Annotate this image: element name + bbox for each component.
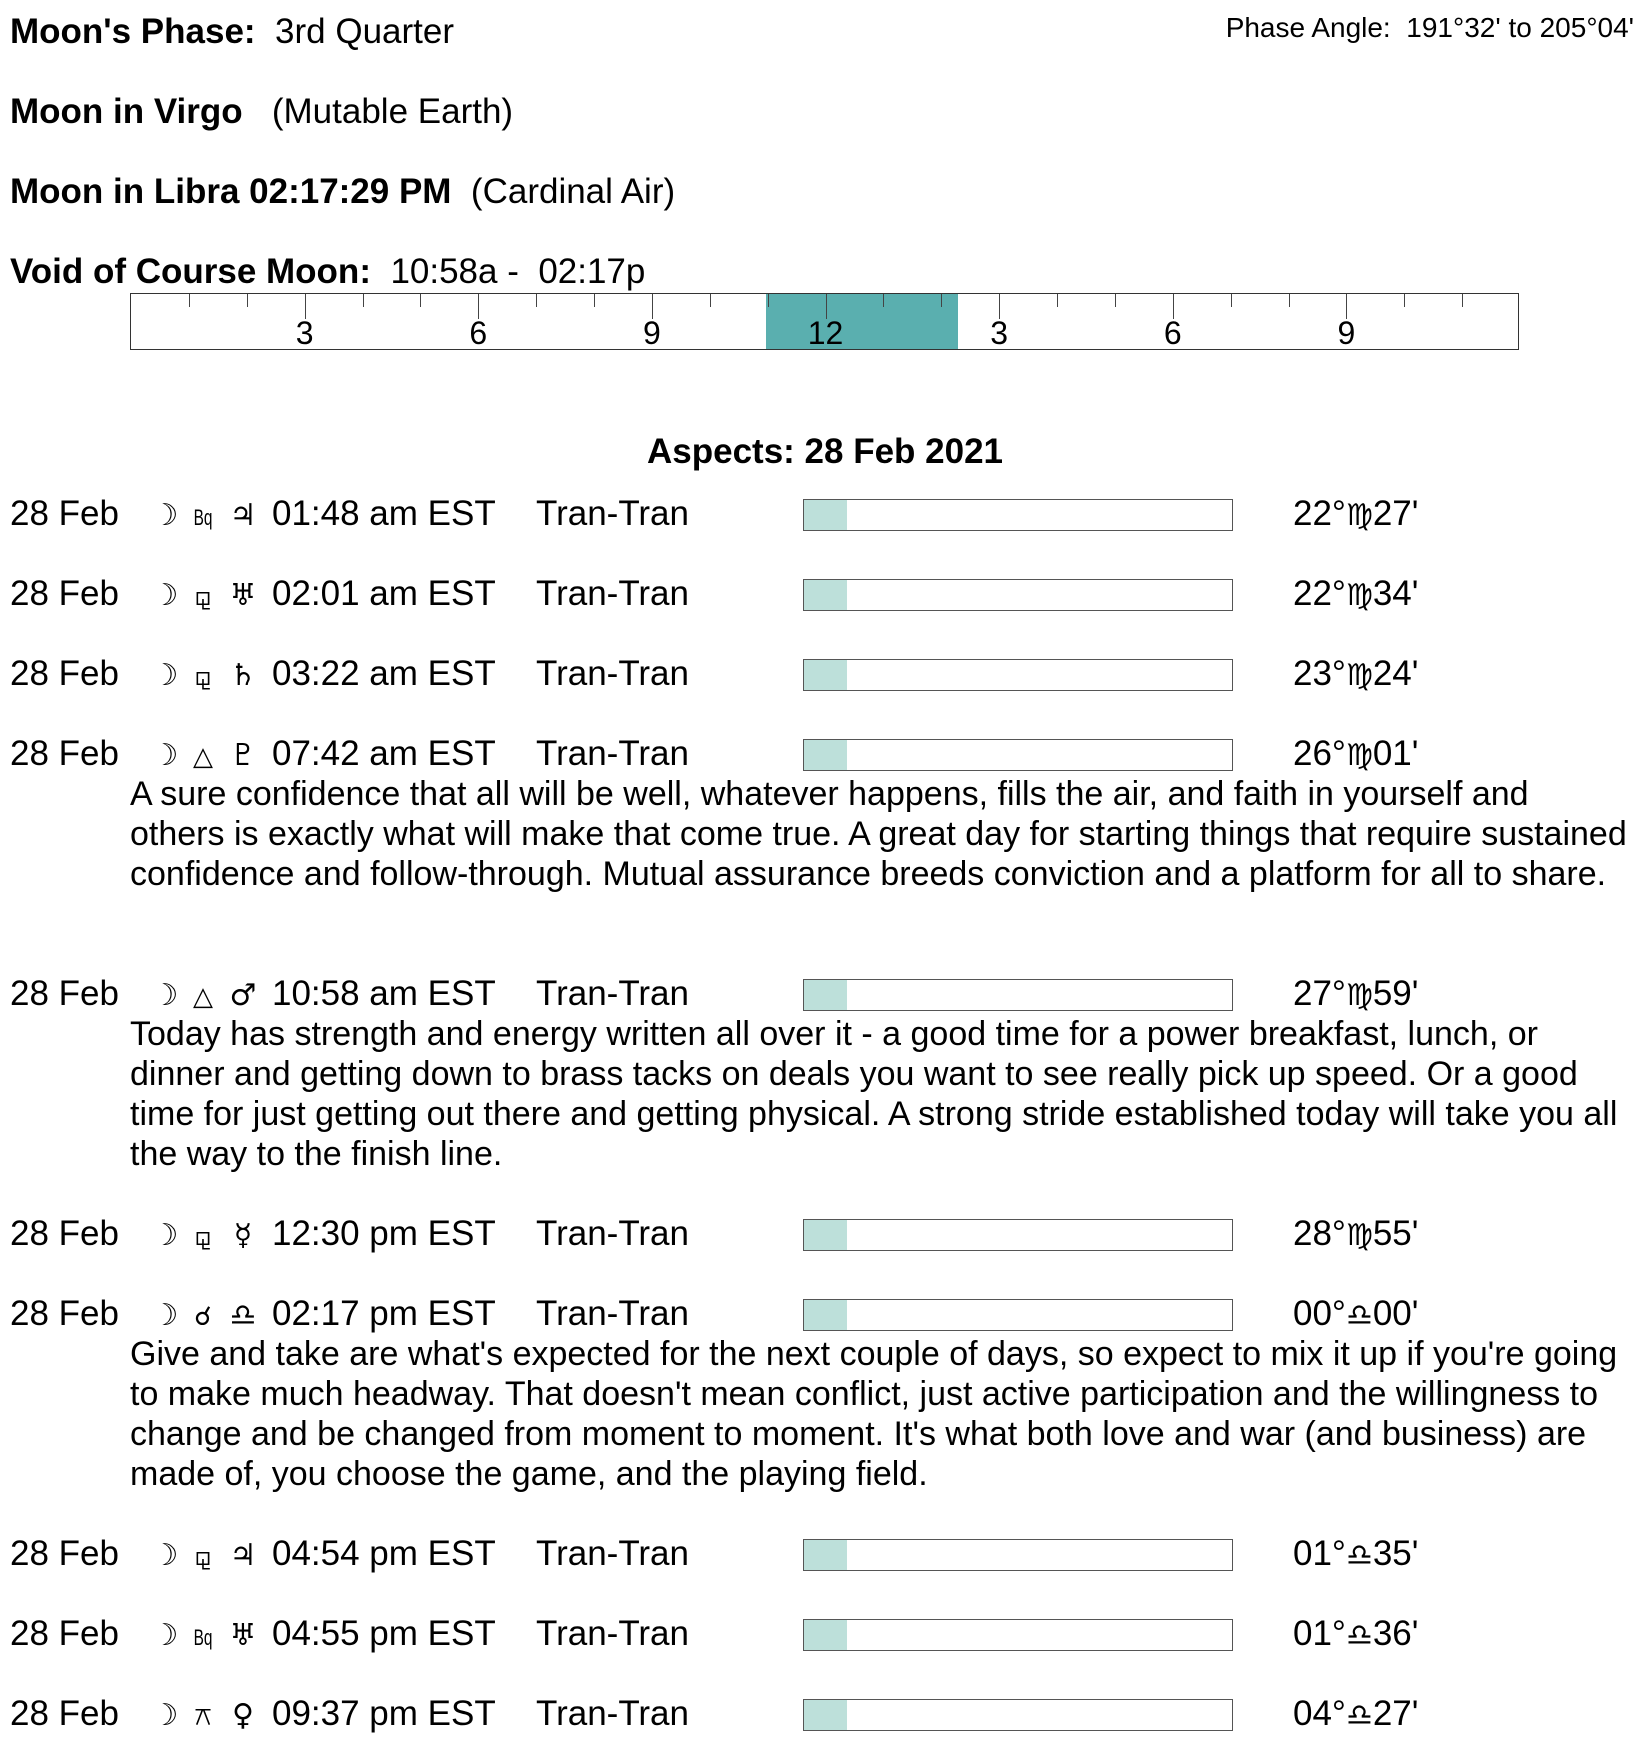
aspect-time: 03:22 am EST [272, 654, 496, 693]
aspect-description: A sure confidence that all will be well, whatever happens, fills the air, and faith in yourself and others is exactly what will make that come true. A great day for starting things that require sustained confidence and follow-through. Mutual assurance breeds conviction and a platform for all to share. [130, 775, 1627, 893]
aspect-date: 28 Feb [10, 494, 119, 533]
aspect-degree: 01° [1293, 1534, 1346, 1573]
timeline-tick [883, 294, 884, 307]
aspect-glyphs [147, 654, 263, 697]
void-of-course-timeline [130, 293, 1519, 350]
aspect-kind: Tran-Tran [536, 734, 689, 773]
zodiac-sign-icon: ♎ [1345, 1538, 1373, 1573]
timeline-tick [536, 294, 537, 307]
moon-icon: ☽ [151, 578, 179, 613]
moon-icon: ☽ [151, 1698, 179, 1733]
aspect-strength-bar [803, 579, 1233, 611]
aspect-time: 02:01 am EST [272, 574, 496, 613]
aspect-date: 28 Feb [10, 654, 119, 693]
conjunction-icon: ☌ [194, 1302, 212, 1332]
aspect-time: 04:54 pm EST [272, 1534, 496, 1573]
aspect-kind: Tran-Tran [536, 1294, 689, 1333]
aspect-degree: 28° [1293, 1214, 1346, 1253]
sesquiquadrate-icon: ⚼ [194, 1542, 212, 1572]
aspect-position [1293, 1694, 1418, 1736]
zodiac-sign-icon: ♍ [1345, 658, 1373, 693]
aspect-position [1293, 574, 1418, 616]
moon-icon: ☽ [151, 658, 179, 693]
aspect-glyphs [147, 1614, 263, 1658]
saturn-icon: ♄ [229, 658, 257, 693]
aspect-minutes: 27' [1372, 494, 1419, 533]
aspect-minutes: 55' [1372, 1214, 1419, 1253]
aspect-strength-fill [804, 500, 847, 530]
aspect-position [1293, 1214, 1418, 1256]
timeline-tick [1289, 294, 1290, 307]
aspect-position [1293, 1294, 1418, 1336]
moon-sign-quality: (Mutable Earth) [271, 92, 514, 131]
aspect-glyphs [147, 1694, 263, 1737]
timeline-tick [768, 294, 769, 307]
aspect-degree: 26° [1293, 734, 1346, 773]
aspect-degree: 01° [1293, 1614, 1346, 1653]
aspect-time: 10:58 am EST [272, 974, 496, 1013]
timeline-tick [1231, 294, 1232, 307]
aspect-degree: 22° [1293, 494, 1346, 533]
libra-icon: ♎ [229, 1298, 257, 1333]
aspect-position [1293, 734, 1418, 776]
moon-ingress-line [10, 172, 675, 212]
aspect-degree: 23° [1293, 654, 1346, 693]
zodiac-sign-icon: ♍ [1345, 1218, 1373, 1253]
aspect-strength-fill [804, 1620, 847, 1650]
aspect-glyphs [147, 494, 263, 538]
timeline-tick [363, 294, 364, 307]
moon-icon: ☽ [151, 738, 179, 773]
aspect-kind: Tran-Tran [536, 1614, 689, 1653]
aspect-time: 01:48 am EST [272, 494, 496, 533]
aspect-kind: Tran-Tran [536, 574, 689, 613]
aspect-degree: 00° [1293, 1294, 1346, 1333]
aspect-kind: Tran-Tran [536, 974, 689, 1013]
aspect-strength-bar [803, 1299, 1233, 1331]
pluto-icon: ♇ [229, 738, 257, 773]
timeline-tick [1462, 294, 1463, 307]
aspect-kind: Tran-Tran [536, 1694, 689, 1733]
aspect-strength-fill [804, 980, 847, 1010]
aspect-position [1293, 494, 1418, 536]
timeline-tick [941, 294, 942, 307]
aspect-strength-fill [804, 660, 847, 690]
aspect-strength-fill [804, 1540, 847, 1570]
zodiac-sign-icon: ♍ [1345, 738, 1373, 773]
timeline-hour-label: 6 [1163, 315, 1182, 351]
aspect-strength-fill [804, 740, 847, 770]
aspect-strength-bar [803, 1699, 1233, 1731]
aspect-strength-bar [803, 1619, 1233, 1651]
aspect-time: 04:55 pm EST [272, 1614, 496, 1653]
aspect-strength-bar [803, 499, 1233, 531]
aspect-minutes: 35' [1372, 1534, 1419, 1573]
moon-sign-line [10, 92, 513, 132]
moon-phase-value: 3rd Quarter [275, 12, 455, 51]
timeline-hour-label: 6 [469, 315, 488, 351]
aspect-glyphs [147, 1214, 263, 1257]
aspect-date: 28 Feb [10, 1214, 119, 1253]
aspect-description: Today has strength and energy written all over it - a good time for a power breakfast, lunch, or dinner and getting down to brass tacks on deals you want to see really pick up speed. Or a good time for just getting out there and getting physical. A strong stride established today will take you all the way to the finish line. [130, 1015, 1618, 1173]
moon-icon: ☽ [151, 1618, 179, 1653]
moon-phase-label: Moon's Phase: [10, 12, 256, 51]
zodiac-sign-icon: ♍ [1345, 978, 1373, 1013]
aspect-strength-fill [804, 1220, 847, 1250]
aspect-minutes: 59' [1372, 974, 1419, 1013]
aspect-minutes: 24' [1372, 654, 1419, 693]
aspect-date: 28 Feb [10, 1614, 119, 1653]
timeline-hour-label: 9 [1337, 315, 1356, 351]
aspects-title: Aspects: 28 Feb 2021 [646, 432, 1003, 471]
timeline-hour-label: 3 [295, 315, 314, 351]
biquintile-icon: Bq [193, 1625, 213, 1650]
timeline-hour-label: 9 [642, 315, 661, 351]
zodiac-sign-icon: ♍ [1345, 498, 1373, 533]
timeline-tick [1057, 294, 1058, 307]
aspect-kind: Tran-Tran [536, 1534, 689, 1573]
aspect-date: 28 Feb [10, 574, 119, 613]
moon-icon: ☽ [151, 1218, 179, 1253]
sesquiquadrate-icon: ⚼ [194, 582, 212, 612]
moon-icon: ☽ [151, 1298, 179, 1333]
aspect-minutes: 01' [1372, 734, 1419, 773]
aspect-minutes: 36' [1372, 1614, 1419, 1653]
void-of-course-line [10, 252, 645, 292]
aspect-strength-bar [803, 739, 1233, 771]
aspect-strength-fill [804, 580, 847, 610]
zodiac-sign-icon: ♎ [1345, 1618, 1373, 1653]
aspect-strength-bar [803, 659, 1233, 691]
trine-icon: △ [193, 742, 213, 772]
aspect-glyphs [147, 1294, 263, 1337]
aspect-strength-bar [803, 979, 1233, 1011]
timeline-tick [710, 294, 711, 307]
aspect-date: 28 Feb [10, 734, 119, 773]
aspect-glyphs [147, 734, 263, 777]
aspect-position [1293, 1534, 1418, 1576]
timeline-tick [1404, 294, 1405, 307]
aspect-degree: 27° [1293, 974, 1346, 1013]
biquintile-icon: Bq [193, 505, 213, 530]
aspect-position [1293, 1614, 1418, 1656]
zodiac-sign-icon: ♎ [1345, 1298, 1373, 1333]
moon-sign-label: Moon in Virgo [10, 92, 243, 131]
phase-angle [1226, 10, 1634, 46]
void-of-course-value: 10:58a - 02:17p [390, 252, 646, 291]
aspect-glyphs [147, 1534, 263, 1577]
aspect-strength-bar [803, 1539, 1233, 1571]
aspect-time: 12:30 pm EST [272, 1214, 496, 1253]
moon-ingress-label: Moon in Libra 02:17:29 PM [10, 172, 452, 211]
uranus-icon: ♅ [229, 1618, 257, 1653]
zodiac-sign-icon: ♍ [1345, 578, 1373, 613]
sesquiquadrate-icon: ⚼ [194, 662, 212, 692]
aspect-strength-fill [804, 1300, 847, 1330]
quincunx-icon: ⚻ [194, 1702, 212, 1732]
aspect-minutes: 00' [1372, 1294, 1419, 1333]
trine-icon: △ [193, 982, 213, 1012]
uranus-icon: ♅ [229, 578, 257, 613]
sesquiquadrate-icon: ⚼ [194, 1222, 212, 1252]
mars-icon: ♂ [229, 978, 257, 1013]
aspect-strength-fill [804, 1700, 847, 1730]
aspect-glyphs [147, 574, 263, 617]
aspect-position [1293, 974, 1418, 1016]
aspect-degree: 04° [1293, 1694, 1346, 1733]
aspect-kind: Tran-Tran [536, 1214, 689, 1253]
aspect-degree: 22° [1293, 574, 1346, 613]
timeline-tick [594, 294, 595, 307]
moon-icon: ☽ [151, 1538, 179, 1573]
aspect-time: 02:17 pm EST [272, 1294, 496, 1333]
zodiac-sign-icon: ♎ [1345, 1698, 1373, 1733]
timeline-tick [247, 294, 248, 307]
aspect-position [1293, 654, 1418, 696]
aspect-date: 28 Feb [10, 974, 119, 1013]
aspect-minutes: 34' [1372, 574, 1419, 613]
aspect-minutes: 27' [1372, 1694, 1419, 1733]
mercury-icon: ☿ [233, 1218, 253, 1253]
aspect-kind: Tran-Tran [536, 494, 689, 533]
jupiter-icon: ♃ [229, 498, 257, 533]
aspect-time: 07:42 am EST [272, 734, 496, 773]
timeline-tick [420, 294, 421, 307]
moon-ingress-quality: (Cardinal Air) [470, 172, 676, 211]
phase-angle-label: Phase Angle: [1225, 12, 1391, 43]
aspect-strength-bar [803, 1219, 1233, 1251]
aspect-description: Give and take are what's expected for the next couple of days, so expect to mix it up if you're going to make much headway. That doesn't mean conflict, just active participation and the willingness to change and be changed from moment to moment. It's what both love and war (and business) are made of, you choose the game, and the playing field. [130, 1335, 1618, 1493]
venus-icon: ♀ [232, 1698, 254, 1733]
void-of-course-label: Void of Course Moon: [10, 252, 371, 291]
aspect-date: 28 Feb [10, 1294, 119, 1333]
aspect-time: 09:37 pm EST [272, 1694, 496, 1733]
timeline-hour-label: 3 [990, 315, 1009, 351]
void-of-course-highlight [766, 294, 958, 349]
jupiter-icon: ♃ [229, 1538, 257, 1573]
aspect-date: 28 Feb [10, 1694, 119, 1733]
moon-icon: ☽ [151, 978, 179, 1013]
aspect-date: 28 Feb [10, 1534, 119, 1573]
aspect-glyphs [147, 974, 263, 1017]
moon-icon: ☽ [151, 498, 179, 533]
timeline-tick [1115, 294, 1116, 307]
timeline-hour-label: 12 [807, 315, 844, 351]
moon-phase-line [10, 12, 454, 52]
timeline-tick [189, 294, 190, 307]
aspect-kind: Tran-Tran [536, 654, 689, 693]
phase-angle-value: 191°32' to 205°04' [1406, 12, 1634, 43]
